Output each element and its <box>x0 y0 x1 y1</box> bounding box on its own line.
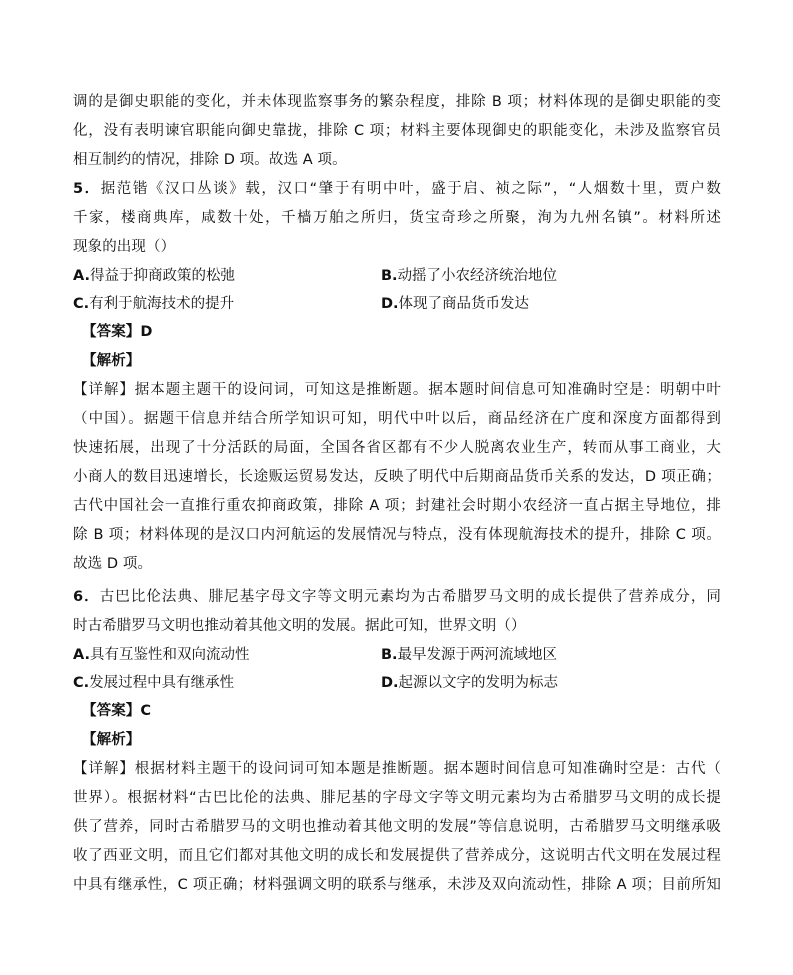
q6-option-d <box>381 669 558 697</box>
q6-stem-text-1: 古巴比伦法典、腓尼基字母文字等文明元素均为古希腊罗马文明的成长提供了营养成分，同 <box>99 589 721 605</box>
q6-option-a-text: 具有互鉴性和双向流动性 <box>90 647 250 663</box>
q6-detail-line-4: 收了西亚文明，而且它们都对其他文明的成长和发展提供了营养成分，这说明古代文明在发展过程 <box>73 848 721 864</box>
q5-detail-line-3: 快速拓展，出现了十分活跃的局面，全国各省区都有不少人脱离农业生产，转而从事工商业，大 <box>73 440 721 456</box>
q5-options-row-1 <box>73 262 721 290</box>
q6-options-row-2 <box>73 669 721 697</box>
q6-detail-line-2: 世界）。根据材料“古巴比伦的法典、腓尼基的字母文字等文明元素均为古希腊罗马文明的成长提 <box>73 790 721 806</box>
q5-answer: 【答案】D <box>82 324 153 340</box>
q5-analysis-label: 【解析】 <box>82 353 141 369</box>
q6-option-b <box>381 641 557 669</box>
q5-option-a-letter: A. <box>73 268 90 284</box>
q6-detail-line-1: 【详解】根据材料主题干的设问词可知本题是推断题。据本题时间信息可知准确时空是：古代（ <box>73 761 721 777</box>
q5-option-b-text: 动摇了小农经济统治地位 <box>397 268 558 284</box>
q6-option-c-letter: C. <box>73 675 90 691</box>
q6-option-a <box>73 641 250 669</box>
q5-option-b-letter: B. <box>381 268 398 284</box>
q5-option-d-letter: D. <box>381 296 399 312</box>
q6-option-a-letter: A. <box>73 647 90 663</box>
q5-stem-text-1: 据范锴《汉口丛谈》载，汉口“肇于有明中叶，盛于启、祯之际”，“人烟数十里，贾户数 <box>100 181 721 197</box>
q5-option-a-text: 得益于抑商政策的松弛 <box>90 268 235 284</box>
q6-option-c-text: 发展过程中具有继承性 <box>89 675 235 691</box>
q6-stem-line-2: 时古希腊罗马文明也推动着其他文明的发展。据此可知，世界文明（） <box>73 618 526 634</box>
q6-number: 6． <box>73 589 100 605</box>
question-6 <box>73 583 721 900</box>
q5-stem-line-1 <box>73 175 721 204</box>
continuation-line-3: 相互制约的情况，排除 D 项。故选 A 项。 <box>73 152 347 168</box>
document-page <box>73 88 721 900</box>
q5-option-c-text: 有利于航海技术的提升 <box>89 296 235 312</box>
q6-option-c <box>73 669 234 697</box>
q5-option-d-text: 体现了商品货币发达 <box>398 296 530 312</box>
q5-option-c-letter: C. <box>73 296 90 312</box>
q5-detail-line-5: 古代中国社会一直推行重农抑商政策，排除 A 项；封建社会时期小农经济一直占据主导地位，排 <box>73 498 721 514</box>
q5-stem-line-2: 千家，楼商典库，咸数十处，千樯万舶之所归，货宝奇珍之所聚，洵为九州名镇”。材料所述 <box>73 210 721 226</box>
q6-option-b-letter: B. <box>381 647 398 663</box>
q5-detail-line-2: （中国）。据题干信息并结合所学知识可知，明代中叶以后，商品经济在广度和深度方面都得到 <box>73 411 721 427</box>
q6-answer: 【答案】C <box>82 703 152 719</box>
q6-stem-line-1 <box>73 583 721 612</box>
q6-detail-line-3: 供了营养，同时古希腊罗马的文明也推动着其他文明的发展”等信息说明，古希腊罗马文明继承吸 <box>73 819 721 835</box>
q5-option-b <box>381 262 557 290</box>
q6-options-row-1 <box>73 641 721 669</box>
q5-detail-line-7: 故选 D 项。 <box>73 556 153 572</box>
q6-option-b-text: 最早发源于两河流域地区 <box>397 647 558 663</box>
continuation-line-1: 调的是御史职能的变化，并未体现监察事务的繁杂程度，排除 B 项；材料体现的是御史职能的变 <box>73 94 721 110</box>
q5-options-row-2 <box>73 290 721 318</box>
q6-analysis-label: 【解析】 <box>82 732 141 748</box>
q5-stem-line-3: 现象的出现（） <box>73 239 176 255</box>
q6-option-d-text: 起源以文字的发明为标志 <box>398 675 559 691</box>
q6-detail-line-5: 中具有继承性，C 项正确；材料强调文明的联系与继承，未涉及双向流动性，排除 A 项；目前所知 <box>73 877 721 893</box>
q5-detail-line-4: 小商人的数目迅速增长，长途贩运贸易发达，反映了明代中后期商品货币关系的发达，D 项正确； <box>73 469 721 485</box>
q6-option-d-letter: D. <box>381 675 399 691</box>
q5-option-a <box>73 262 235 290</box>
q5-detail-line-1: 【详解】据本题主题干的设问词，可知这是推断题。据本题时间信息可知准确时空是：明朝中叶 <box>73 382 721 398</box>
question-5 <box>73 175 721 579</box>
continuation-line-2: 化，没有表明谏官职能向御史靠拢，排除 C 项；材料主要体现御史的职能变化，未涉及监察官员 <box>73 123 721 139</box>
q5-option-d <box>381 290 529 318</box>
q5-option-c <box>73 290 234 318</box>
q5-detail-line-6: 除 B 项；材料体现的是汉口内河航运的发展情况与特点，没有体现航海技术的提升，排除 C 项。 <box>73 527 721 543</box>
q5-number: 5． <box>73 181 101 197</box>
